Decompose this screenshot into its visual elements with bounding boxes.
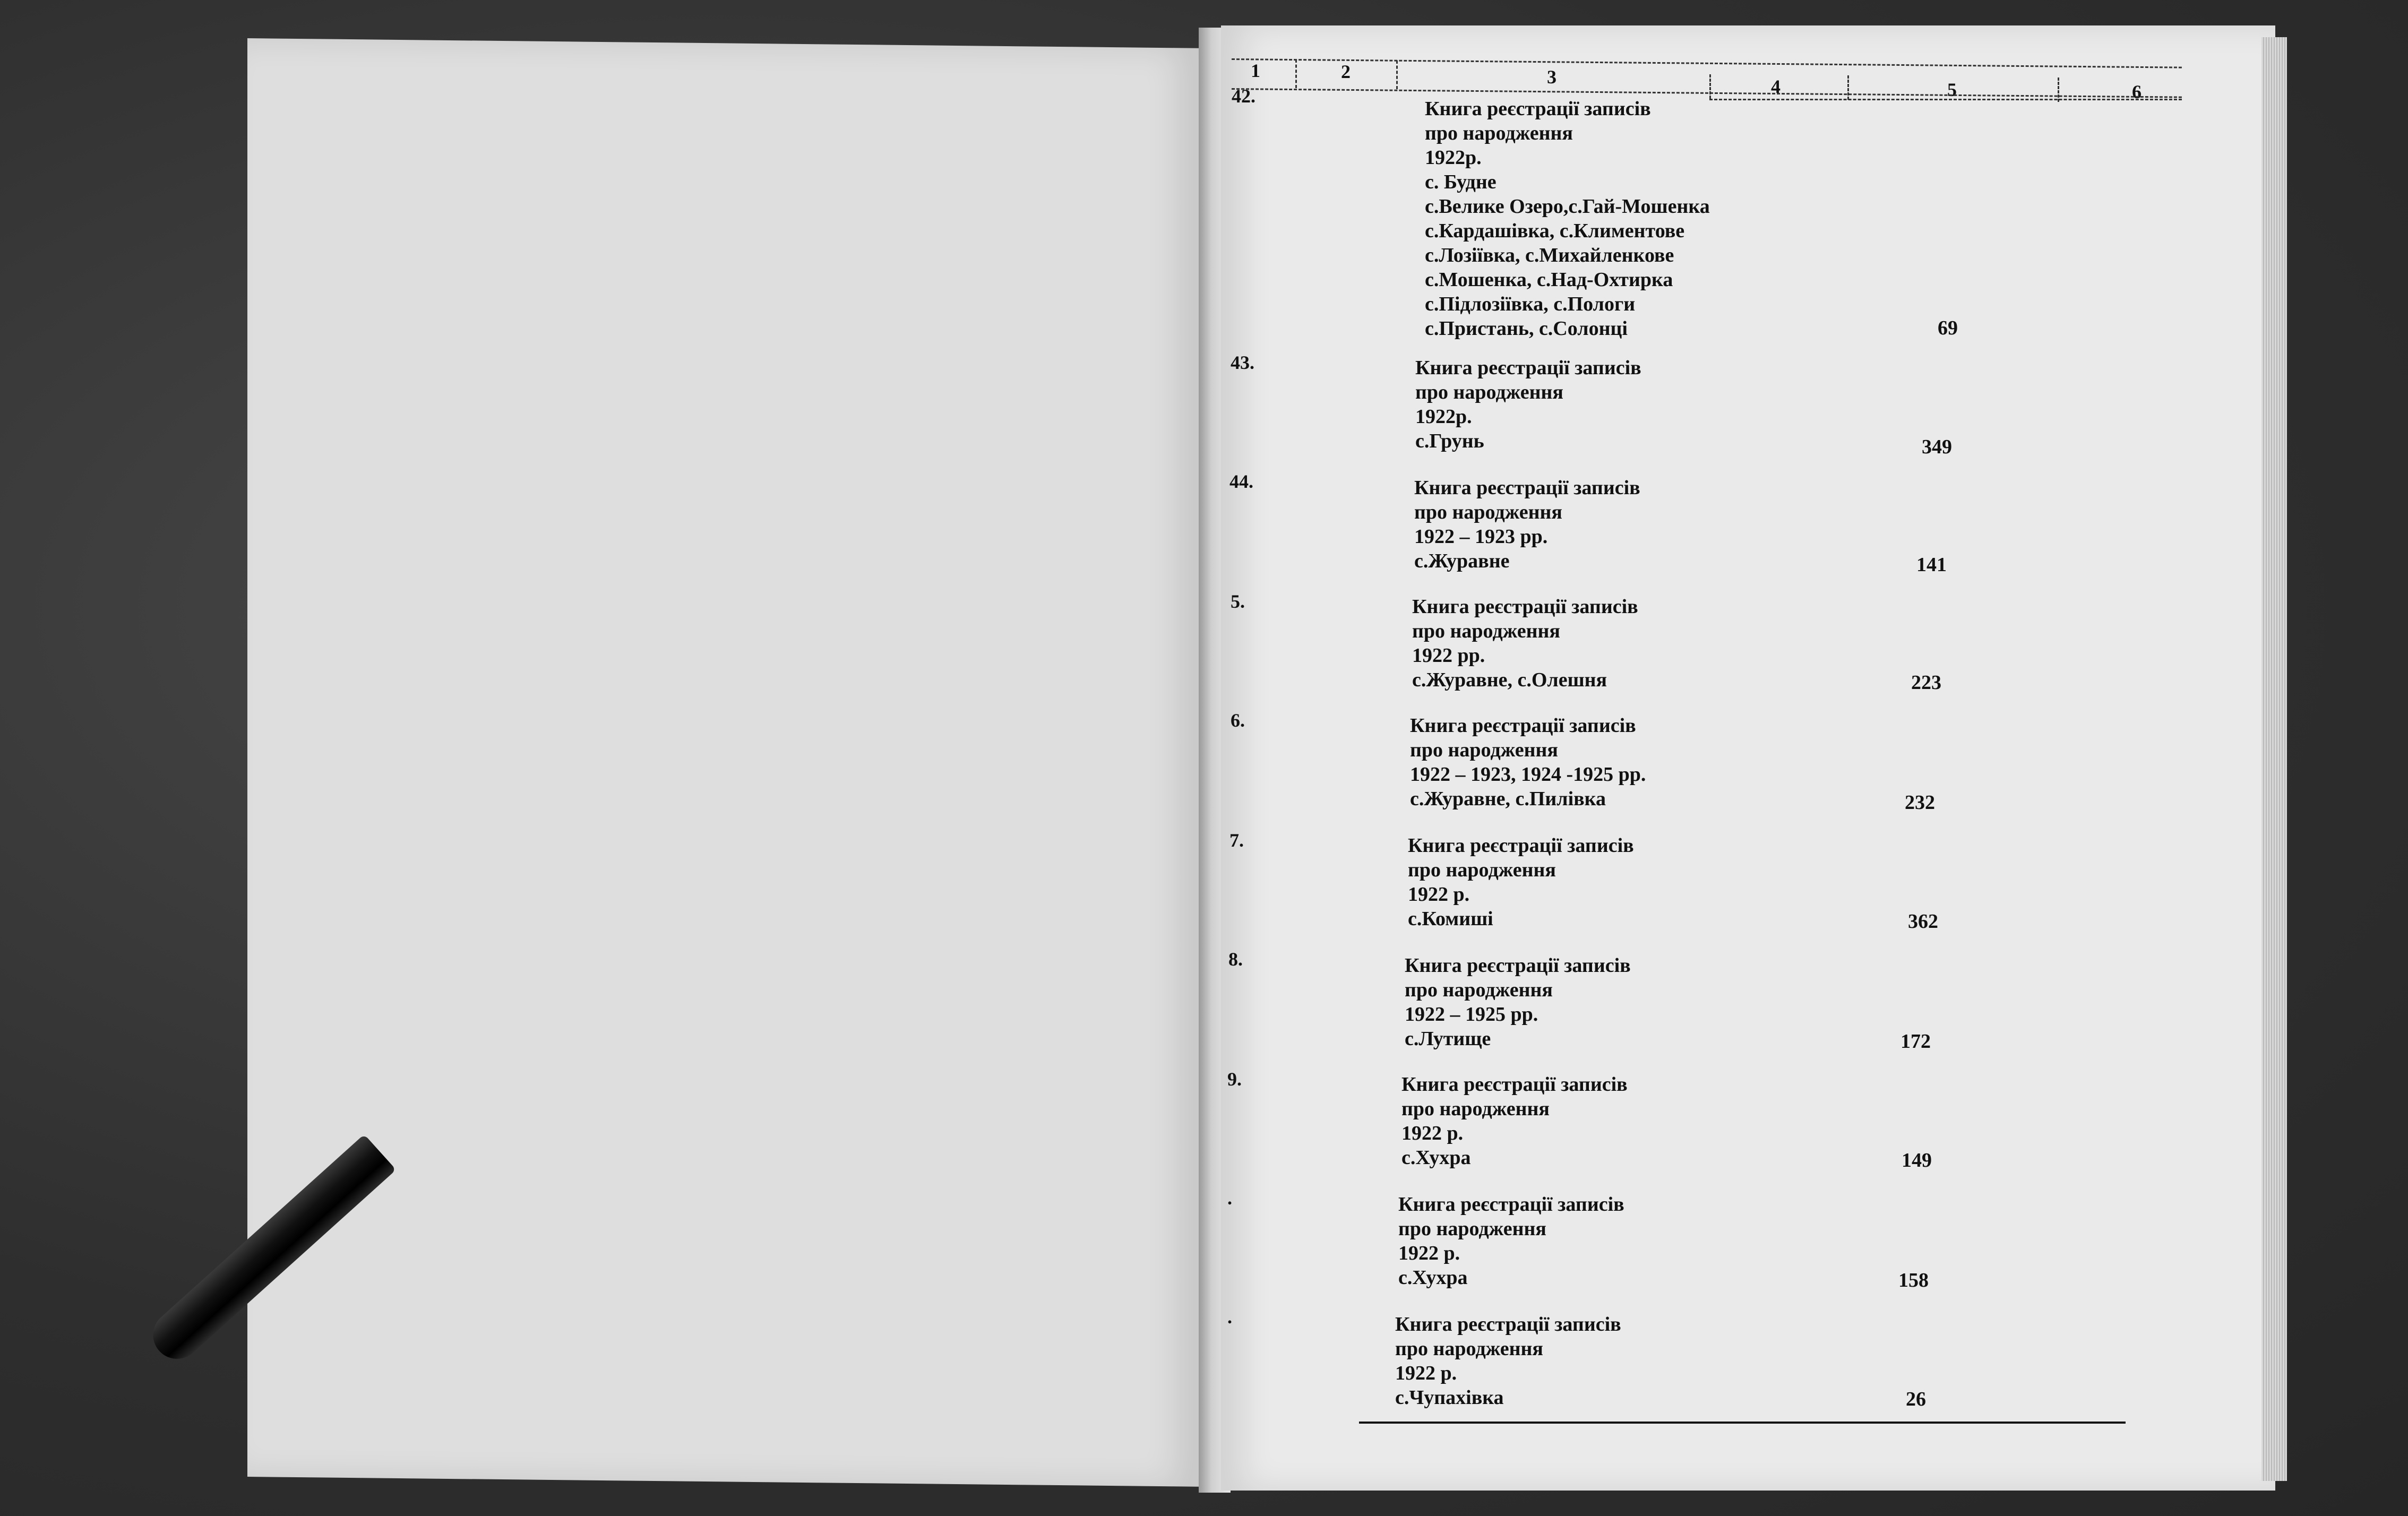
column-header-1: 1 xyxy=(1251,60,1260,81)
entry-line: 1922р. xyxy=(1425,147,1482,169)
column-header-4: 4 xyxy=(1771,76,1781,97)
entry-line: 1922 р. xyxy=(1401,1122,1464,1144)
entry-line: Книга реєстрації записів xyxy=(1398,1193,1624,1216)
entry-line: про народження xyxy=(1414,501,1562,523)
entry-description xyxy=(1401,1072,1628,1170)
entry-number: 6. xyxy=(1231,710,1245,731)
entry-line: 1922 – 1925 рр. xyxy=(1405,1003,1538,1026)
entry-description xyxy=(1395,1312,1621,1410)
entry-line: с.Підлозіївка, с.Пологи xyxy=(1425,293,1636,315)
left-page-show-through xyxy=(678,123,1008,126)
entry-count: 223 xyxy=(1911,671,1941,694)
entry-description xyxy=(1415,356,1641,453)
entry-line: с.Журавне, с.Пилівка xyxy=(1410,788,1606,810)
entry-description xyxy=(1408,833,1634,931)
entry-line: с.Грунь xyxy=(1415,430,1484,452)
header-right-line xyxy=(1709,99,2182,100)
header-divider xyxy=(1709,74,1711,99)
entry-count: 26 xyxy=(1906,1388,1926,1410)
entry-line: 1922 р. xyxy=(1398,1242,1460,1264)
entry-line: про народження xyxy=(1405,979,1553,1001)
column-header-6: 6 xyxy=(2132,81,2142,102)
entry-line: 1922 рр. xyxy=(1412,644,1485,667)
entry-line: Книга реєстрації записів xyxy=(1415,357,1641,379)
right-page xyxy=(1221,25,2275,1491)
entry-line: Книга реєстрації записів xyxy=(1408,834,1634,857)
entry-line: с. Будне xyxy=(1425,171,1497,193)
entry-line: с.Комиші xyxy=(1408,908,1493,930)
entry-count: 141 xyxy=(1916,554,1947,576)
entry-count: 349 xyxy=(1922,436,1952,458)
entry-description xyxy=(1414,476,1640,573)
entry-count: 232 xyxy=(1905,791,1935,814)
entry-line: про народження xyxy=(1412,620,1560,642)
entry-description xyxy=(1398,1192,1624,1290)
entry-line: про народження xyxy=(1401,1098,1550,1120)
entry-line: с.Журавне, с.Олешня xyxy=(1412,669,1607,691)
page-edges xyxy=(2261,37,2287,1481)
entry-line: 1922 – 1923 рр. xyxy=(1414,526,1548,548)
header-divider xyxy=(1295,59,1297,88)
entry-line: про народження xyxy=(1415,381,1563,403)
header-divider xyxy=(1396,61,1398,89)
entry-line: про народження xyxy=(1395,1338,1543,1360)
entry-line: с.Хухра xyxy=(1401,1147,1471,1169)
entry-line: про народження xyxy=(1410,739,1558,761)
entry-line: 1922 р. xyxy=(1395,1362,1457,1384)
entry-count: 149 xyxy=(1902,1149,1932,1172)
entry-line: про народження xyxy=(1425,122,1573,144)
entry-line: с.Лутище xyxy=(1405,1028,1491,1050)
entry-description xyxy=(1412,595,1638,692)
entry-number: . xyxy=(1227,1187,1232,1209)
entry-description xyxy=(1410,713,1646,811)
entry-line: с.Чупахівка xyxy=(1395,1386,1504,1409)
entry-line: Книга реєстрації записів xyxy=(1425,98,1651,120)
entry-line: Книга реєстрації записів xyxy=(1414,477,1640,499)
entry-number: 9. xyxy=(1227,1069,1242,1090)
entry-description xyxy=(1405,953,1631,1051)
entry-count: 158 xyxy=(1898,1269,1929,1291)
header-divider xyxy=(2058,77,2059,102)
entry-number: 44. xyxy=(1229,471,1253,492)
entry-number: 7. xyxy=(1229,830,1244,851)
entry-line: 1922 р. xyxy=(1408,883,1470,906)
entry-line: 1922 – 1923, 1924 -1925 рр. xyxy=(1410,763,1646,786)
entry-line: с.Пристань, с.Солонці xyxy=(1425,317,1628,340)
entry-line: Книга реєстрації записів xyxy=(1412,596,1638,618)
entry-description xyxy=(1425,97,1710,341)
entry-line: про народження xyxy=(1398,1218,1546,1240)
entry-line: с.Лозіївка, с.Михайленкове xyxy=(1425,244,1674,266)
entry-line: с.Хухра xyxy=(1398,1267,1468,1289)
entry-line: Книга реєстрації записів xyxy=(1395,1313,1621,1336)
entry-line: Книга реєстрації записів xyxy=(1405,954,1631,977)
entry-number: 5. xyxy=(1231,591,1245,612)
entry-number: 42. xyxy=(1232,85,1255,107)
column-header-3: 3 xyxy=(1547,66,1556,88)
entry-number: 8. xyxy=(1228,949,1243,970)
entry-line: Книга реєстрації записів xyxy=(1401,1073,1628,1096)
entry-line: Книга реєстрації записів xyxy=(1410,714,1636,737)
entry-line: с.Журавне xyxy=(1414,550,1510,572)
entry-line: с.Кардашівка, с.Климентове xyxy=(1425,220,1685,242)
entry-number: . xyxy=(1227,1306,1232,1328)
left-page xyxy=(247,38,1199,1487)
entry-number: 43. xyxy=(1231,352,1254,373)
entry-line: с.Велике Озеро,с.Гай-Мошенка xyxy=(1425,195,1710,218)
column-header-5: 5 xyxy=(1947,79,1957,100)
table-bottom-rule xyxy=(1359,1422,2126,1424)
entry-count: 362 xyxy=(1908,910,1938,933)
entry-line: про народження xyxy=(1408,859,1556,881)
entry-line: 1922р. xyxy=(1415,406,1472,428)
entry-line: с.Мошенка, с.Над-Охтирка xyxy=(1425,269,1673,291)
header-divider xyxy=(1847,75,1849,100)
column-header-2: 2 xyxy=(1341,61,1351,82)
entry-count: 172 xyxy=(1900,1030,1931,1053)
entry-count: 69 xyxy=(1938,317,1958,339)
